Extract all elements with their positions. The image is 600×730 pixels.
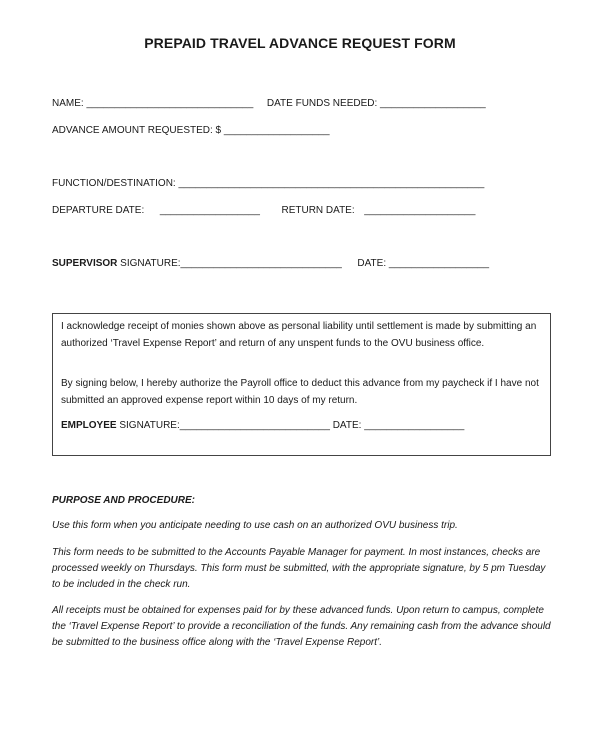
form-title: PREPAID TRAVEL ADVANCE REQUEST FORM bbox=[144, 35, 456, 51]
name-row bbox=[52, 98, 486, 109]
return-date-field[interactable]: ____________________ bbox=[364, 205, 476, 216]
amount-label: ADVANCE AMOUNT REQUESTED: $ bbox=[52, 125, 222, 136]
authorization-paragraph: By signing below, I hereby authorize the Payroll office to deduct this advance from my paycheck if I have not submitted an approved expense report within 10 days of my return. bbox=[61, 378, 539, 406]
date-funds-needed-label: DATE FUNDS NEEDED: bbox=[266, 98, 378, 109]
supervisor-date-label: DATE: bbox=[357, 258, 387, 269]
amount-field[interactable]: ___________________ bbox=[223, 125, 330, 136]
supervisor-signature-field[interactable]: _____________________________ bbox=[180, 258, 342, 269]
function-row bbox=[52, 178, 484, 189]
function-destination-field[interactable]: _______________________________________________________ bbox=[178, 178, 485, 189]
employee-date-label: DATE: bbox=[332, 420, 362, 431]
date-funds-needed-field[interactable]: ___________________ bbox=[380, 98, 486, 109]
name-label: NAME: bbox=[52, 98, 84, 109]
name-field[interactable]: ______________________________ bbox=[86, 98, 254, 109]
supervisor-signature-label: SIGNATURE: bbox=[117, 258, 181, 269]
supervisor-date-field[interactable]: __________________ bbox=[388, 258, 490, 269]
procedure-paragraph-2: This form needs to be submitted to the Accounts Payable Manager for payment. In most instances, checks are processed weekly on Thursdays. This form must be submitted, with the appropriate signature, by 5 pm Tuesday to be included in the check run. bbox=[52, 547, 546, 590]
procedure-paragraph-3: All receipts must be obtained for expenses paid for by these advanced funds. Upon return to campus, complete the ‘Travel Expense Report’ to provide a reconciliation of the funds. Any remaining cash from the advance should be submitted to the business office along with the ‘Travel Expense Report’. bbox=[52, 605, 551, 648]
employee-signature-row bbox=[61, 418, 546, 435]
acknowledgement-box bbox=[52, 313, 551, 456]
function-destination-label: FUNCTION/DESTINATION: bbox=[52, 178, 176, 189]
dates-row bbox=[52, 205, 475, 216]
employee-date-field[interactable]: __________________ bbox=[364, 420, 465, 431]
amount-row bbox=[52, 125, 330, 136]
return-date-label: RETURN DATE: bbox=[281, 205, 355, 216]
employee-signature-label: SIGNATURE: bbox=[116, 420, 180, 431]
acknowledgement-paragraph: I acknowledge receipt of monies shown above as personal liability until settlement is made by submitting an authorized ‘Travel Expense Report’ and return of any unspent funds to the OVU business office. bbox=[61, 321, 537, 349]
supervisor-label-bold: SUPERVISOR bbox=[52, 258, 118, 269]
employee-label-bold: EMPLOYEE bbox=[61, 420, 117, 431]
supervisor-row bbox=[52, 258, 489, 269]
departure-date-field[interactable]: __________________ bbox=[159, 205, 260, 216]
departure-date-label: DEPARTURE DATE: bbox=[52, 205, 145, 216]
procedure-paragraph-1: Use this form when you anticipate needing to use cash on an authorized OVU business trip. bbox=[52, 520, 458, 531]
employee-signature-field[interactable]: ___________________________ bbox=[179, 420, 330, 431]
procedure-heading: PURPOSE AND PROCEDURE: bbox=[52, 495, 195, 506]
